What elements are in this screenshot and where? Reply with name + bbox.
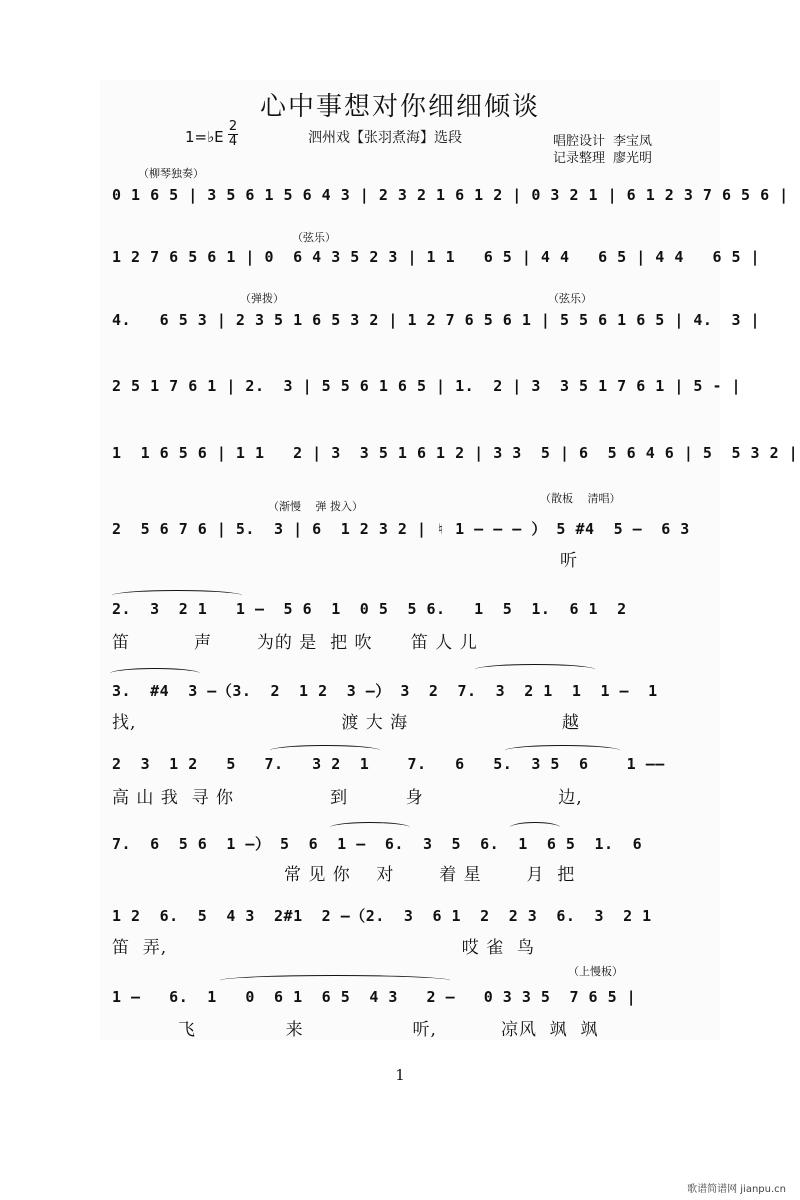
slur (510, 822, 560, 833)
slur (475, 664, 595, 675)
lyric-line: 常 见 你 对 着 星 月 把 (284, 865, 576, 885)
annotation: （渐慢 弹 拨入） (268, 500, 363, 513)
lyric-line: 高 山 我 寻 你 到 身 边, (112, 788, 583, 808)
time-signature (228, 120, 238, 149)
notation-line: 2 3 1 2 5 7. 3 2 1 7. 6 5. 3 5 6 1 —— (112, 755, 665, 773)
notation-line: 7. 6 5 6 1 —） 5 6 1 — 6. 3 5 6. 1 6 5 1. 6 (112, 835, 643, 853)
annotation: （弦乐） (548, 292, 592, 305)
slur (330, 822, 410, 833)
lyric-line: 听 (560, 551, 578, 571)
notation-line: 2 5 1 7 6 1 | 2. 3 | 5 5 6 1 6 5 | 1. 2 | 3 3 5 1 7 6 1 | 5 - | (112, 377, 742, 395)
notation-line: 1 2 7 6 5 6 1 | 0 6 4 3 5 2 3 | 1 1 6 5 | 4 4 6 5 | 4 4 6 5 | (112, 248, 761, 266)
notation-line: 3. #4 3 —（3. 2 1 2 3 —） 3 2 7. 3 2 1 1 1 — 1 (112, 682, 658, 700)
notation-line: 1 — 6. 1 0 6 1 6 5 4 3 2 — 0 3 3 5 7 6 5 | (112, 988, 637, 1006)
lyric-line: 找, 渡 大 海 越 (112, 713, 580, 733)
meter-top: 2 (228, 119, 238, 134)
key-signature: 1=♭E (185, 128, 224, 146)
slur (270, 745, 380, 756)
slur (110, 668, 200, 679)
notation-line: 2. 3 2 1 1 — 5 6 1 0 5 5 6. 1 5 1. 6 1 2 (112, 600, 627, 618)
annotation: （弦乐） (292, 231, 336, 244)
lyric-line: 笛 弄, 哎 雀 鸟 (112, 938, 535, 958)
lyric-line: 飞 来 听, 凉风 飒 飒 (178, 1020, 599, 1040)
subtitle: 泗州戏【张羽煮海】选段 (308, 130, 462, 146)
credit-row: 唱腔设计 李宝凤 (553, 134, 653, 149)
annotation: （弹拨） (240, 292, 284, 305)
slur (220, 975, 450, 986)
annotation: （上慢板） (568, 965, 623, 978)
credit-row: 记录整理 廖光明 (553, 151, 653, 166)
annotation: （柳琴独奏） (138, 167, 204, 180)
notation-line: 4. 6 5 3 | 2 3 5 1 6 5 3 2 | 1 2 7 6 5 6 1 | 5 5 6 1 6 5 | 4. 3 | (112, 311, 761, 329)
notation-line: 0 1 6 5 | 3 5 6 1 5 6 4 3 | 2 3 2 1 6 1 2 | 0 3 2 1 | 6 1 2 3 7 6 5 6 | (112, 186, 789, 204)
slur (505, 745, 620, 756)
site-watermark: 歌谱简谱网 jianpu.cn (687, 1184, 786, 1195)
lyric-line: 笛 声 为的 是 把 吹 笛 人 儿 (112, 633, 478, 653)
slur (112, 590, 242, 601)
notation-line: 1 2 6. 5 4 3 2#1 2 —（2. 3 6 1 2 2 3 6. 3 2 1 (112, 907, 652, 925)
page-title: 心中事想对你细细倾谈 (259, 92, 540, 122)
score-page (100, 80, 799, 1040)
notation-line: 1 1 6 5 6 | 1 1 2 | 3 3 5 1 6 1 2 | 3 3 5 | 6 5 6 4 6 | 5 5 3 2 | (112, 444, 799, 462)
meter-bottom: 4 (228, 134, 238, 149)
credits (553, 133, 660, 167)
page-number: 1 (395, 1066, 405, 1084)
notation-line: 2 5 6 7 6 | 5. 3 | 6 1 2 3 2 | ♮ 1 — — — ） 5 #4 5 — 6 3 (112, 520, 690, 538)
annotation: （散板 清唱） (540, 492, 621, 505)
